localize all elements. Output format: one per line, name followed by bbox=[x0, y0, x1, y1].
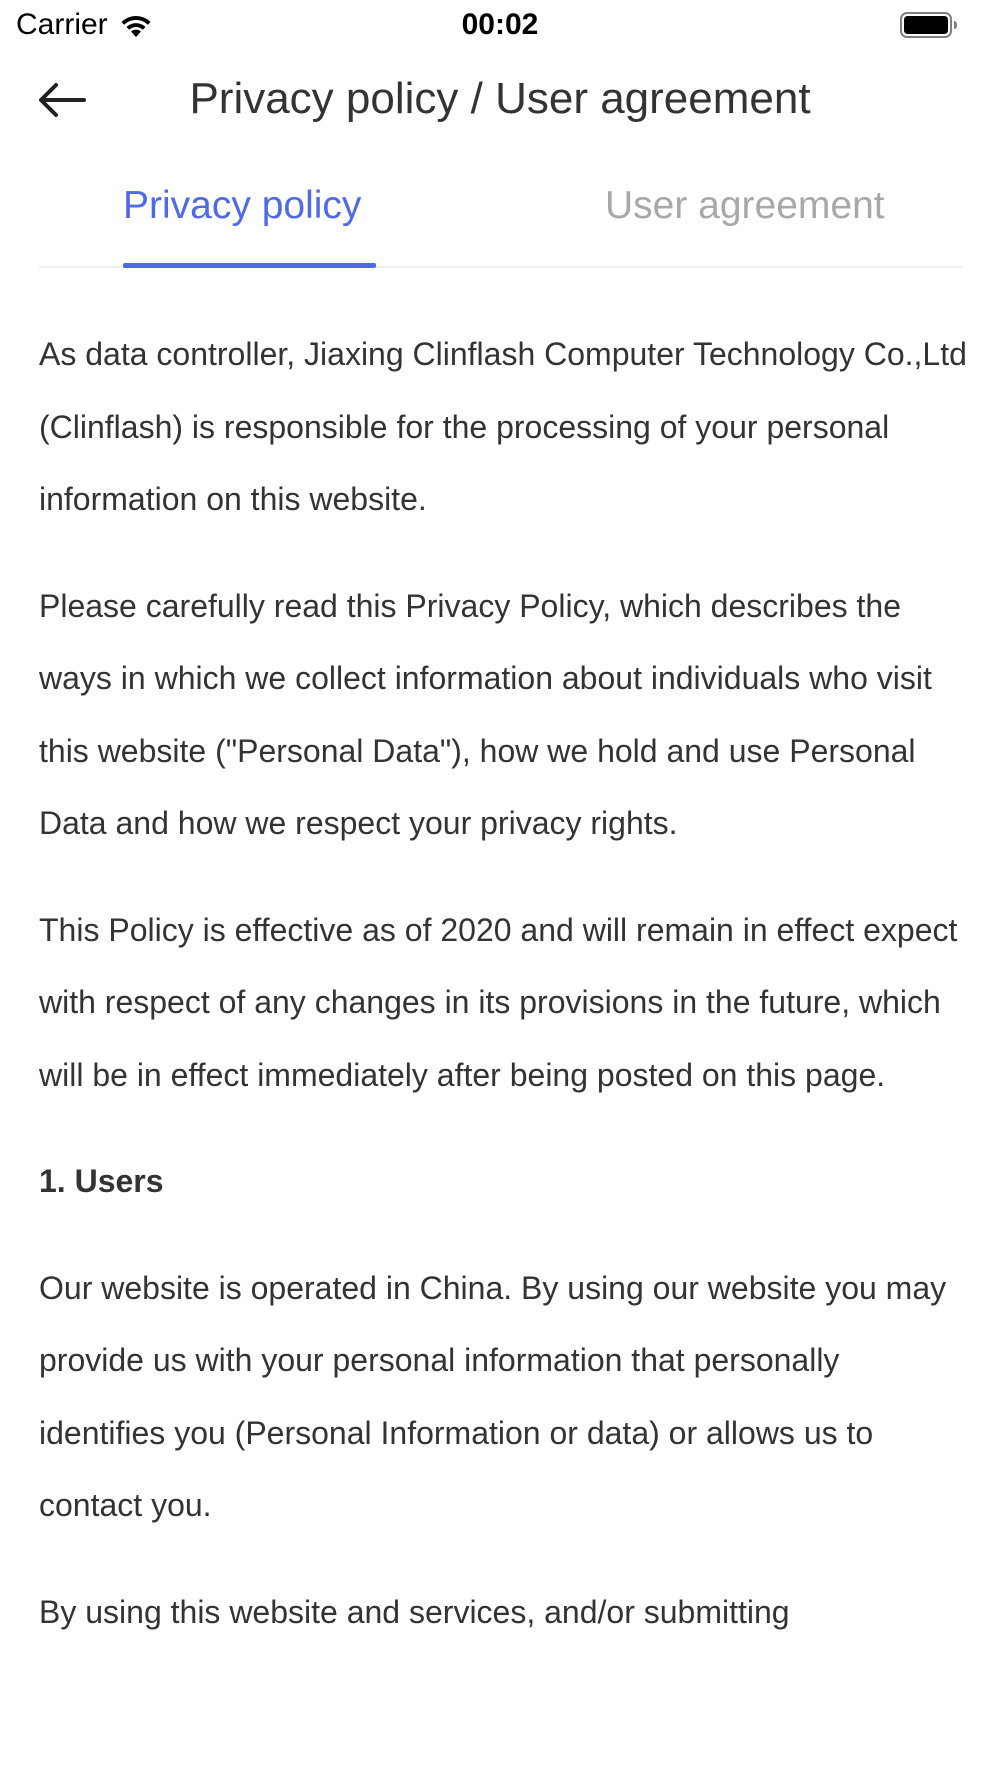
tab-privacy-policy[interactable]: Privacy policy bbox=[123, 184, 362, 227]
policy-paragraph: By using this website and services, and/or submitting bbox=[39, 1593, 790, 1630]
policy-content bbox=[39, 318, 969, 1682]
section-heading: 1. Users bbox=[39, 1163, 164, 1199]
policy-paragraph: Our website is operated in China. By using our website you may provide us with your personal information that personally identifies you (Personal Information or data) or allows us to contact you. bbox=[39, 1269, 947, 1523]
status-bar bbox=[0, 0, 1000, 52]
active-tab-indicator bbox=[123, 263, 376, 268]
policy-paragraph: This Policy is effective as of 2020 and will remain in effect expect with respect of any changes in its provisions in the future, which will be in effect immediately after being posted on this page. bbox=[39, 911, 958, 1093]
tab-bar bbox=[39, 160, 962, 268]
tab-user-agreement[interactable]: User agreement bbox=[605, 184, 885, 227]
policy-paragraph: Please carefully read this Privacy Policy, which describes the ways in which we collect information about individuals who visit this website ("Personal Data"), how we hold and use Personal Data and how we respect your privacy rights. bbox=[39, 587, 932, 841]
policy-paragraph: As data controller, Jiaxing Clinflash Computer Technology Co.,Ltd (Clinflash) is responsible for the processing of your personal information on this website. bbox=[39, 336, 967, 517]
status-time: 00:02 bbox=[461, 8, 539, 41]
carrier-label: Carrier bbox=[16, 8, 108, 41]
battery-icon bbox=[900, 12, 958, 38]
page-title: Privacy policy / User agreement bbox=[189, 74, 811, 123]
nav-bar bbox=[0, 56, 1000, 144]
